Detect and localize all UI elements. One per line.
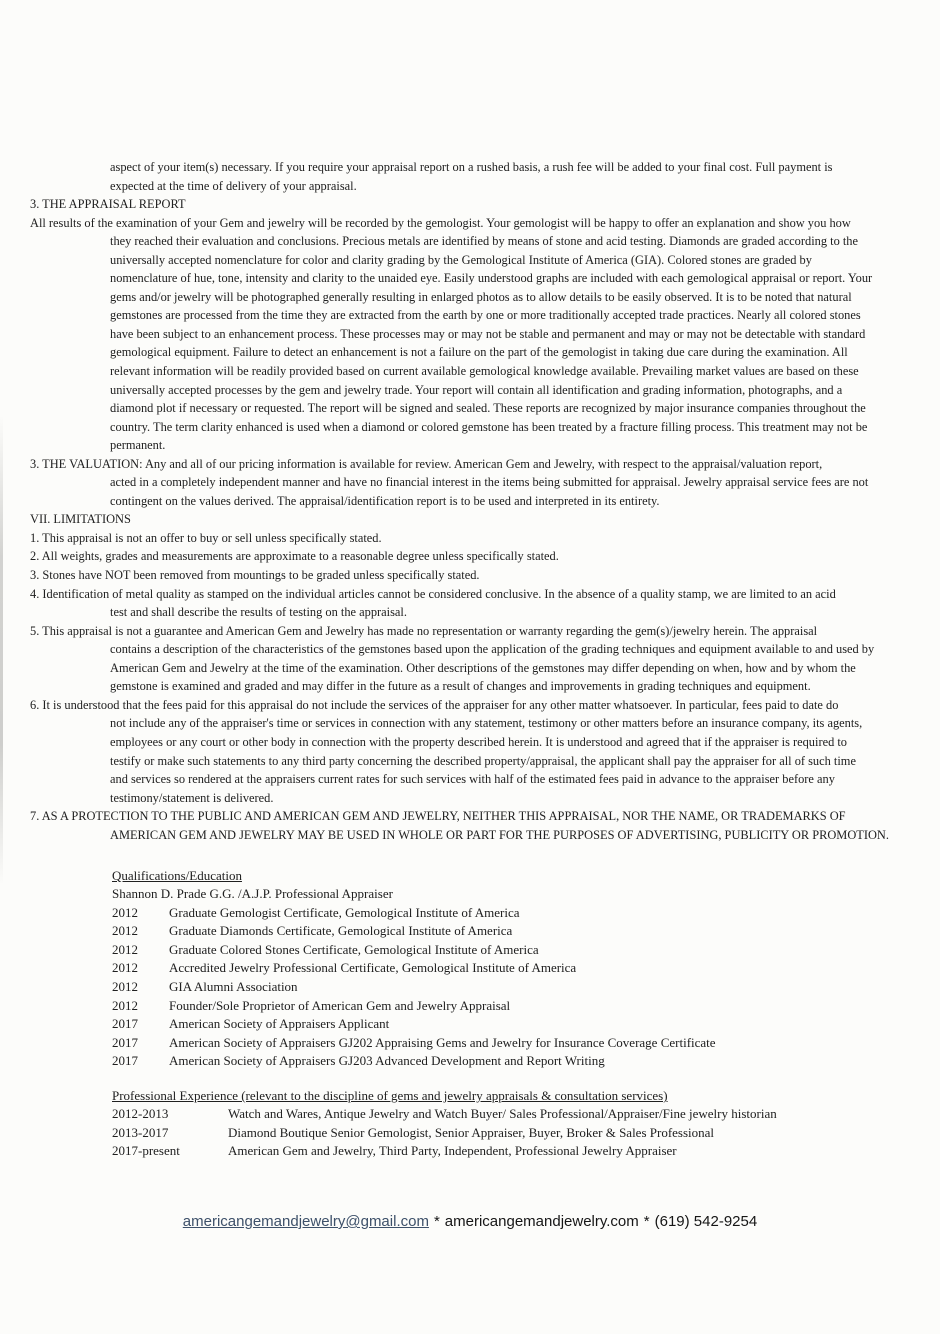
qualification-desc: American Society of Appraisers Applicant xyxy=(169,1016,390,1032)
limitation-item: 4. Identification of metal quality as stamped on the individual articles cannot be considered conclusive. In the absence of a quality stamp, we are limited to an acid xyxy=(30,586,836,601)
footer-separator: * xyxy=(433,1213,440,1230)
terms-line: universally accepted nomenclature for color and clarity grading by the Gemological Institute of America (GIA). Colored stones are graded by xyxy=(110,252,812,267)
limitation-item-continuation: contains a description of the characteristics of the gemstones based upon the application of the grading techniques and equipment available to and used by xyxy=(110,642,875,657)
terms-line: gemological equipment. Failure to detect an enhancement is not a failure on the part of the gemologist in taking due care during the examination. All xyxy=(110,345,848,360)
qualification-row xyxy=(112,959,912,978)
qualification-row xyxy=(112,941,912,960)
experience-period: 2012-2013 xyxy=(112,1106,169,1121)
qualification-year: 2012 xyxy=(112,960,138,976)
limitation-item-continuation: not include any of the appraiser's time or services in connection with any statement, testimony or other matters before an insurance company, its agents, xyxy=(110,716,863,731)
terms-line: All results of the examination of your Gem and jewelry will be recorded by the gemologist. Your gemologist will be happy to offer an explanation and show you how xyxy=(30,215,851,230)
experience-desc: American Gem and Jewelry, Third Party, Independent, Professional Jewelry Appraiser xyxy=(228,1143,677,1159)
qualification-desc: Graduate Colored Stones Certificate, Gemological Institute of America xyxy=(169,941,539,957)
scan-edge-artifact xyxy=(0,415,3,885)
qualification-year: 2012 xyxy=(112,904,138,920)
limitation-item-continuation: test and shall describe the results of testing on the appraisal. xyxy=(110,605,407,620)
experience-section xyxy=(112,1086,932,1161)
limitation-item: 7. AS A PROTECTION TO THE PUBLIC AND AMERICAN GEM AND JEWELRY, NEITHER THIS APPRAISAL, NOR THE NAME, OR TRADEMARKS OF xyxy=(30,809,846,824)
limitation-item: 6. It is understood that the fees paid for this appraisal do not include the services of the appraiser for any other matter whatsoever. In particular, fees paid to date do xyxy=(30,697,839,712)
terms-line: diamond plot if necessary or requested. The report will be signed and sealed. These reports are recognized by major insurance companies throughout the xyxy=(110,401,866,416)
terms-line: expected at the time of delivery of your appraisal. xyxy=(110,178,357,193)
qualification-row xyxy=(112,1052,912,1071)
experience-row xyxy=(112,1105,932,1124)
terms-line: have been subject to an enhancement process. These processes may or may not be stable and permanent and may or may not be detectable with standard xyxy=(110,326,866,341)
qualification-row xyxy=(112,1034,912,1053)
appraiser-name: Shannon D. Prade G.G. /A.J.P. Professional Appraiser xyxy=(112,886,393,901)
qualification-desc: American Society of Appraisers GJ202 Appraising Gems and Jewelry for Insurance Coverage Certificate xyxy=(169,1034,716,1050)
terms-line: country. The term clarity enhanced is used when a diamond or colored gemstone has been treated by a fracture filling process. This treatment may not be xyxy=(110,419,868,434)
limitation-item-continuation: American Gem and Jewelry at the time of the examination. Other descriptions of the gemstones may differ depending on when, how and by whom the xyxy=(110,660,856,675)
experience-period: 2013-2017 xyxy=(112,1124,169,1140)
experience-desc: Diamond Boutique Senior Gemologist, Senior Appraiser, Buyer, Broker & Sales Professional xyxy=(228,1124,715,1140)
terms-line: gemstones are processed from the time they are extracted from the earth by one or more traditionally accepted trade practices. Nearly all colored stones xyxy=(110,308,861,323)
limitation-item: 1. This appraisal is not an offer to buy or sell unless specifically stated. xyxy=(30,530,382,545)
qualifications-section xyxy=(112,866,912,1071)
qualification-desc: Graduate Diamonds Certificate, Gemological Institute of America xyxy=(169,923,513,939)
experience-period: 2017-present xyxy=(112,1143,180,1159)
limitation-item-continuation: gemstone is examined and graded and may differ in the future as a result of changes and improvements in grading techniques and equipment. xyxy=(110,679,811,694)
contact-footer xyxy=(0,1213,940,1230)
terms-line: relevant information will be readily provided based on current available gemological knowledge available. Prevailing market values are based on these xyxy=(110,364,859,379)
qualification-year: 2012 xyxy=(112,978,138,994)
limitation-item: 2. All weights, grades and measurements are approximate to a reasonable degree unless specifically stated. xyxy=(30,549,559,564)
experience-desc: Watch and Wares, Antique Jewelry and Watch Buyer/ Sales Professional/Appraiser/Fine jewelry historian xyxy=(228,1106,777,1121)
website-text: americangemandjewelry.com xyxy=(444,1213,639,1230)
section-heading-appraisal-report: 3. THE APPRAISAL REPORT xyxy=(30,197,186,212)
qualification-year: 2017 xyxy=(112,1034,138,1050)
qualification-desc: GIA Alumni Association xyxy=(169,978,298,994)
qualification-desc: Accredited Jewelry Professional Certificate, Gemological Institute of America xyxy=(169,960,577,976)
terms-line: permanent. xyxy=(110,438,166,453)
terms-line: universally accepted processes by the gem and jewelry trade. Your report will contain all identification and grading information, photographs, and a xyxy=(110,382,843,397)
experience-row xyxy=(112,1124,932,1143)
terms-line: gems and/or jewelry will be photographed generally resulting in enlarged photos as to allow details to be easily observed. It is to be noted that natural xyxy=(110,289,852,304)
qualification-desc: American Society of Appraisers GJ203 Advanced Development and Report Writing xyxy=(169,1053,605,1069)
limitation-item-continuation: testimony/statement is delivered. xyxy=(110,790,274,805)
qualification-year: 2012 xyxy=(112,923,138,939)
terms-and-limitations-text xyxy=(30,158,940,844)
limitation-item-continuation: employees or any court or other body in connection with the property described herein. It is understood and agreed that if the appraiser is required to xyxy=(110,734,848,749)
qualification-year: 2012 xyxy=(112,997,138,1013)
limitation-item: 5. This appraisal is not a guarantee and American Gem and Jewelry has made no representation or warranty regarding the gem(s)/jewelry herein. The appraisal xyxy=(30,623,818,638)
qualification-year: 2012 xyxy=(112,941,138,957)
terms-line: contingent on the values derived. The appraisal/identification report is to be used and interpreted in its entirety. xyxy=(110,493,660,508)
qualifications-heading: Qualifications/Education xyxy=(112,868,242,883)
qualification-row xyxy=(112,904,912,923)
terms-line: aspect of your item(s) necessary. If you require your appraisal report on a rushed basis, a rush fee will be added to your final cost. Full payment is xyxy=(110,160,833,174)
qualification-year: 2017 xyxy=(112,1053,138,1069)
section-heading-limitations: VII. LIMITATIONS xyxy=(30,512,131,527)
limitation-item-continuation: AMERICAN GEM AND JEWELRY MAY BE USED IN WHOLE OR PART FOR THE PURPOSES OF ADVERTISING, PUBLICITY OR PROMOTION. xyxy=(110,827,889,842)
phone-text: (619) 542-9254 xyxy=(654,1213,758,1230)
qualification-desc: Graduate Gemologist Certificate, Gemological Institute of America xyxy=(169,904,520,920)
limitation-item: 3. Stones have NOT been removed from mountings to be graded unless specifically stated. xyxy=(30,568,480,583)
qualification-desc: Founder/Sole Proprietor of American Gem and Jewelry Appraisal xyxy=(169,997,511,1013)
terms-line: nomenclature of hue, tone, intensity and clarity to the unaided eye. Easily understood graphs are included with each gemological appraisal or report. Your xyxy=(110,271,873,286)
qualification-row xyxy=(112,1015,912,1034)
qualification-row xyxy=(112,978,912,997)
terms-line: they reached their evaluation and conclusions. Precious metals are identified by means of stone and acid testing. Diamonds are graded according to the xyxy=(110,234,859,249)
qualification-row xyxy=(112,922,912,941)
terms-line: acted in a completely independent manner and have no financial interest in the items being submitted for appraisal. Jewelry appraisal service fees are not xyxy=(110,475,869,490)
section-heading-valuation: 3. THE VALUATION: Any and all of our pricing information is available for review. American Gem and Jewelry, with respect to the appraisal/valuation report, xyxy=(30,456,823,471)
footer-separator: * xyxy=(643,1213,650,1230)
email-link[interactable]: americangemandjewelry@gmail.com xyxy=(182,1213,429,1230)
limitation-item-continuation: and services so rendered at the appraisers current rates for such services with half of the estimated fees paid in advance to the appraiser before any xyxy=(110,772,835,787)
experience-row xyxy=(112,1142,932,1161)
qualification-row xyxy=(112,997,912,1016)
limitation-item-continuation: testify or make such statements to any third party concerning the described property/appraisal, the applicant shall pay the appraiser for all of such time xyxy=(110,753,856,768)
experience-heading: Professional Experience (relevant to the discipline of gems and jewelry appraisals & consultation services) xyxy=(112,1088,668,1103)
qualification-year: 2017 xyxy=(112,1016,138,1032)
